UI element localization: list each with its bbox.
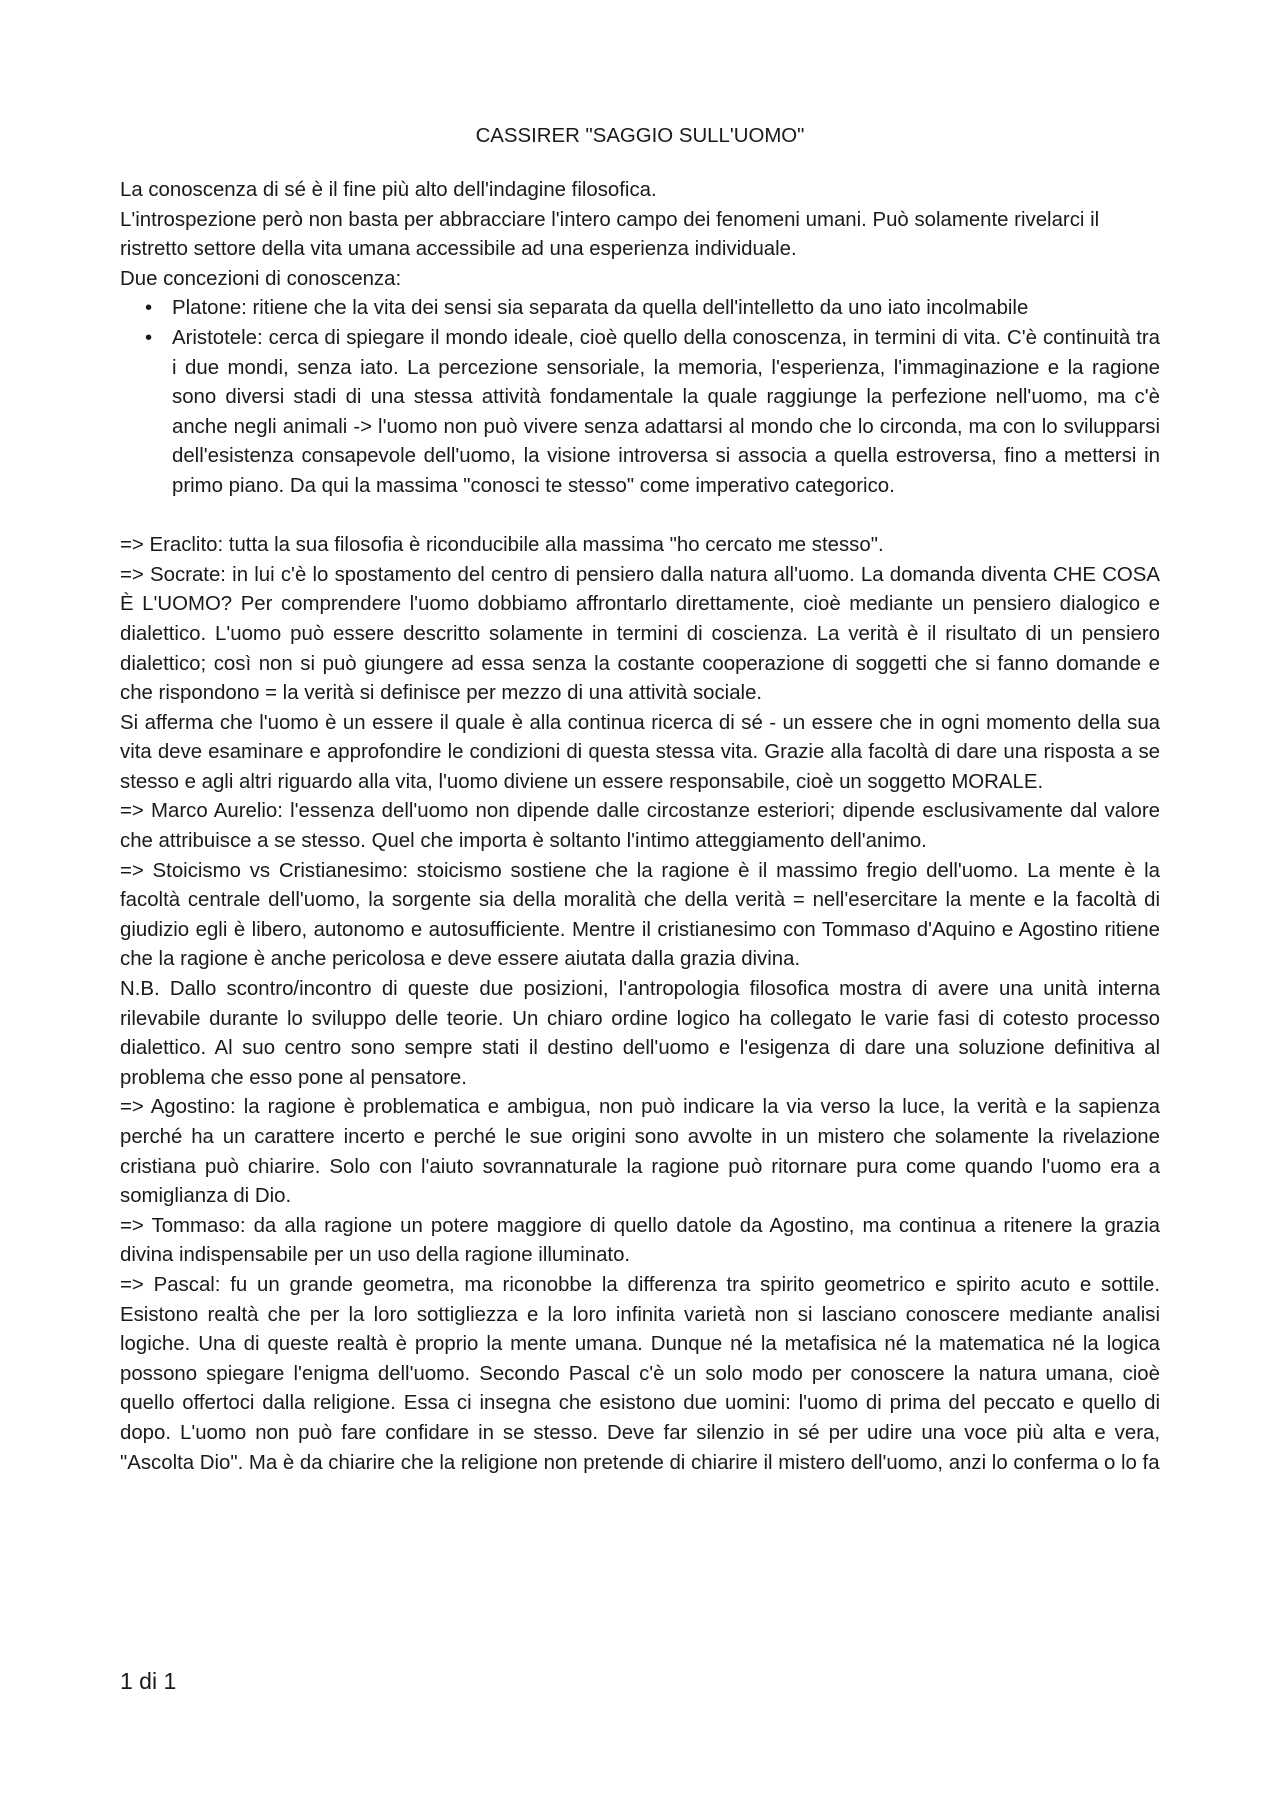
paragraph-stoicismo-cristianesimo: => Stoicismo vs Cristianesimo: stoicismo sostiene che la ragione è il massimo fregio dell'uomo. La mente è la facoltà centrale dell'uomo, la sorgente sia della moralità che della verità = nell'esercitare la mente e la facoltà di giudizio egli è libero, autonomo e autosufficiente. Mentre il cristianesimo con Tommaso d'Aquino e Agostino ritiene che la ragione è anche pericolosa e deve essere aiutata dalla grazia divina. [120,859,1160,971]
bullet-marker: • [145,297,153,320]
paragraph-moral-subject: Si afferma che l'uomo è un essere il quale è alla continua ricerca di sé - un essere che in ogni momento della sua vita deve esaminare e approfondire le condizioni di questa stessa vita. Grazie alla facoltà di dare una risposta a se stesso e agli altri riguardo alla vita, l'uomo diviene un essere responsabile, cioè un soggetto MORALE. [120,711,1160,793]
document-title: CASSIRER "SAGGIO SULL'UOMO" [475,125,805,147]
paragraph-nota-bene: N.B. Dallo scontro/incontro di queste due posizioni, l'antropologia filosofica mostra di avere una unità interna rilevabile durante lo sviluppo delle teorie. Un chiaro ordine logico ha collegato le varie fasi di cotesto processo dialettico. Al suo centro sono sempre stati il destino dell'uomo e l'esigenza di dare una soluzione definitiva al problema che esso pone al pensatore. [120,978,1160,1089]
paragraph-tommaso: => Tommaso: da alla ragione un potere maggiore di quello datole da Agostino, ma continua a ritenere la grazia divina indispensabile per un uso della ragione illuminato. [120,1214,1160,1267]
intro-paragraph: Due concezioni di conoscenza: [120,267,402,290]
philosophers-section [120,531,1160,1478]
page-indicator: 1 di 1 [120,1668,177,1694]
list-item-text: Platone: ritiene che la vita dei sensi sia separata da quella dell'intelletto da uno iato incolmabile [172,297,1029,320]
paragraph-agostino: => Agostino: la ragione è problematica e ambigua, non può indicare la via verso la luce, la verità e la sapienza perché ha un carattere incerto e perché le sue origini sono avvolte in un mistero che solamente la rivelazione cristiana può chiarire. Solo con l'aiuto sovrannaturale la ragione può ritornare pura come quando l'uomo era a somiglianza di Dio. [120,1096,1160,1208]
paragraph-socrate: => Socrate: in lui c'è lo spostamento del centro di pensiero dalla natura all'uomo. La domanda diventa CHE COSA È L'UOMO? Per comprendere l'uomo dobbiamo affrontarlo direttamente, cioè mediante un pensiero dialogico e dialettico. L'uomo può essere descritto solamente in termini di coscienza. La verità è il risultato di un pensiero dialettico; così non si può giungere ad essa senza la costante cooperazione di soggetti che si fanno domande e che rispondono = la verità si definisce per mezzo di una attività sociale. [120,563,1160,705]
list-item [145,294,1160,324]
list-item [145,324,1160,502]
paragraph-eraclito: => Eraclito: tutta la sua filosofia è riconducibile alla massima "ho cercato me stesso". [120,534,884,557]
concepts-list [120,294,1160,501]
intro-section [120,176,1160,294]
intro-paragraph: La conoscenza di sé è il fine più alto dell'indagine filosofica. [120,179,657,201]
paragraph-marco-aurelio: => Marco Aurelio: l'essenza dell'uomo non dipende dalle circostanze esteriori; dipende esclusivamente dal valore che attribuisce a se stesso. Quel che importa è soltanto l'intimo atteggiamento dell'animo. [120,800,1160,853]
bullet-marker: • [145,326,153,349]
paragraph-pascal: => Pascal: fu un grande geometra, ma riconobbe la differenza tra spirito geometrico e spirito acuto e sottile. Esistono realtà che per la loro sottigliezza e la loro infinita varietà non si lasciano conoscere mediante analisi logiche. Una di queste realtà è proprio la mente umana. Dunque né la metafisica né la matematica né la logica possono spiegare l'enigma dell'uomo. Secondo Pascal c'è un solo modo per conoscere la natura umana, cioè quello offertoci dalla religione. Essa ci insegna che esistono due uomini: l'uomo di prima del peccato e quello di dopo. L'uomo non può fare confidare in se stesso. Deve far silenzio in sé per udire una voce più alta e vera, "Ascolta Dio". Ma è da chiarire che la religione non pretende di chiarire il mistero dell'uomo, anzi lo conferma o lo fa [120,1273,1160,1474]
list-item-text: Aristotele: cerca di spiegare il mondo ideale, cioè quello della conoscenza, in termini di vita. C'è continuità tra i due mondi, senza iato. La percezione sensoriale, la memoria, l'esperienza, l'immaginazione e la ragione sono diversi stadi di una stessa attività fondamentale la quale raggiunge la perfezione nell'uomo, ma c'è anche negli animali -> l'uomo non può vivere senza adattarsi al mondo che lo circonda, ma con lo svilupparsi dell'esistenza consapevole dell'uomo, la visione introversa si associa a quella estroversa, fino a mettersi in primo piano. Da qui la massima "conosci te stesso" come imperativo categorico. [172,326,1160,497]
document-body [120,176,1160,1478]
intro-paragraph: L'introspezione però non basta per abbracciare l'intero campo dei fenomeni umani. Può solamente rivelarci il ristretto settore della vita umana accessibile ad una esperienza individuale. [120,208,1100,261]
